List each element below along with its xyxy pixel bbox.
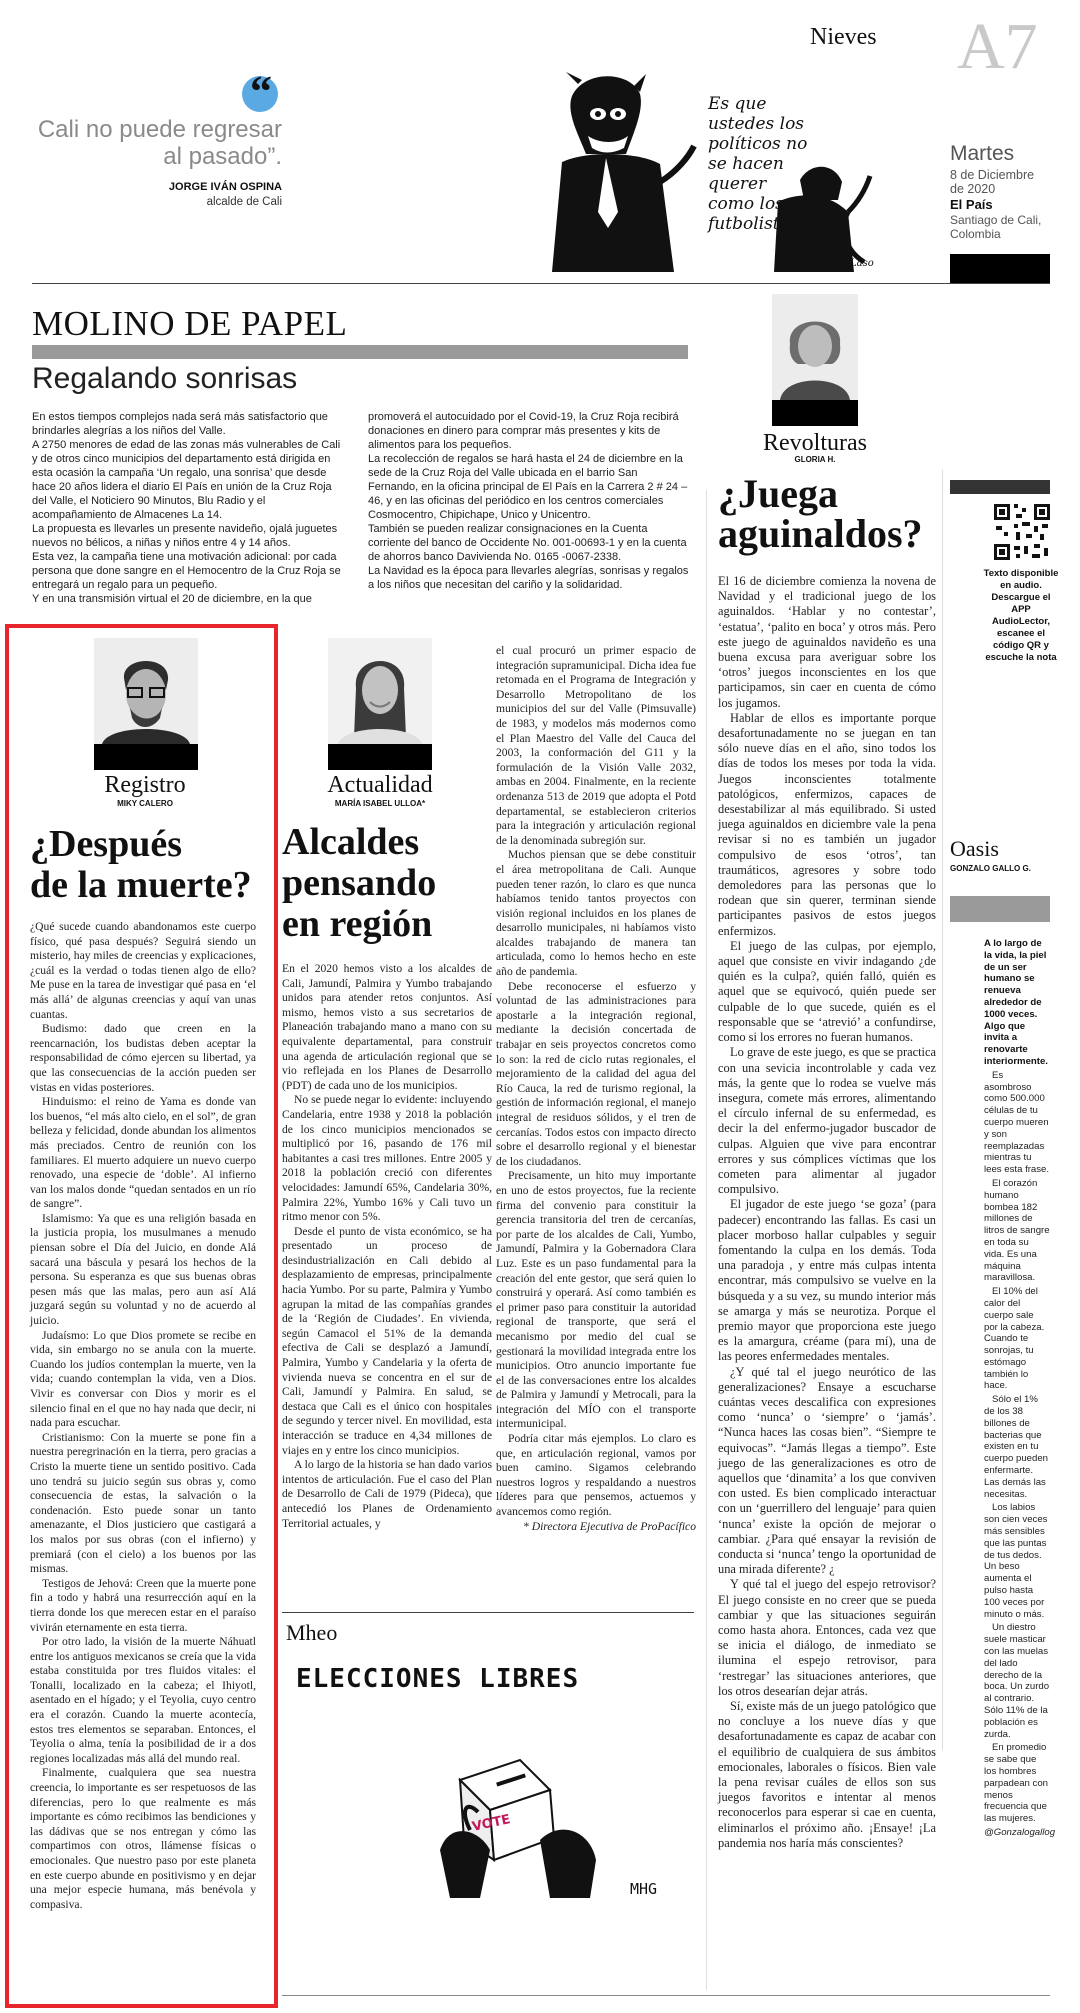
- paragraph: También se pueden realizar consignaciones en la Cuenta corriente del banco de Occidente No. 001-00693-1 y en la cuenta de ahorros banco Davivienda No. 0165 -0067-2338.: [368, 523, 687, 563]
- paragraph: En promedio se sabe que los hombres parpadean con menos frecuencia que las mujeres.: [984, 1742, 1049, 1825]
- paragraph: El juego de las culpas, por ejemplo, aquel que consiste en vivir indagando ¿de quién es la culpa?, quién falló, quién es aquel que se equivocó, quién puede ser culpable de lo que sucede, quién es el responsable que se ‘atrevió’ a confundirse, como si los errores no fueran humanos.: [718, 938, 936, 1045]
- oasis-bar: [950, 896, 1050, 922]
- mheo-box-text: VOTE: [470, 1812, 512, 1835]
- paragraph: Los labios son cien veces más sensibles que las puntas de tus dedos. Un beso aumenta el pulso hasta 100 veces por minuto o más.: [984, 1502, 1048, 1620]
- cartoon-signature: Laso: [850, 258, 874, 269]
- paragraph: En estos tiempos complejos nada será más satisfactorio que brindarles alegrías a los niños del Valle.: [32, 411, 328, 437]
- editorial-title: Regalando sonrisas: [32, 362, 298, 395]
- paragraph: Testigos de Jehová: Creen que la muerte pone fin a todo y habrá una resurrección aquí en la tierra donde los que merecen estar en el paraíso vivirán eternamente en esta tierra.: [30, 1576, 256, 1634]
- paragraph: La propuesta es llevarles un presente navideño, ojalá juguetes nuevos no bélicos, a niñas y niños entre 4 y 14 años.: [32, 523, 338, 549]
- column-name-actualidad: Actualidad: [327, 772, 433, 798]
- paragraph: La Navidad es la época para llevarles alegrías, sonrisas y regalos a los niños que necesitan del cariño y la solidaridad.: [368, 565, 689, 591]
- column-name-revolturas: Revolturas: [763, 430, 867, 456]
- header-black-bar: [950, 254, 1050, 284]
- mheo-drawing: [420, 1720, 640, 1910]
- paragraph: Y en una transmisión virtual el 20 de diciembre, en la que: [32, 593, 312, 605]
- article-body-registro: [30, 920, 256, 1912]
- paragraph: Muchos piensan que se debe constituir el área metropolitana de Cali. Aunque pueden tener razón, lo claro es que nunca habíamos tenido tantos proyectos con visión regional incluidos en los planes de desarrollo municipales, ni habíamos visto alcaldes trabajando de manera tan articulada, como lo hemos hecho en este año de pandemia.: [496, 848, 696, 979]
- mheo-label: Mheo: [286, 1620, 338, 1645]
- paragraph: Sólo el 1% de los 38 billones de bacterias que existen en tu cuerpo pueden enfermarte. Las demás las necesitas.: [984, 1394, 1049, 1500]
- mheo-rule: [282, 1612, 694, 1613]
- paragraph: A lo largo de la historia se han dado varios intentos de articulación. Fue el caso del Plan de Desarrollo de Cali de 1979 (Pideca), que antecedió los Planes de Ordenamiento Territorial actuales, y: [282, 1458, 492, 1530]
- oasis-lead: A lo largo de la vida, la piel de un ser humano se renueva alrededor de 1000 veces. Algo que invita a renovarte interiormente.: [984, 938, 1048, 1067]
- paragraph: Un diestro suele masticar con las muelas del lado derecho de la boca. Un zurdo al contrario. Sólo 11% de la población es zurda.: [984, 1622, 1050, 1740]
- paper-name: El País: [950, 197, 993, 212]
- paragraph: ¿Qué sucede cuando abandonamos este cuerpo físico, qué pasa después? Seguirá siendo un misterio, hay miles de creencias y explicaciones, ¿cuál es la verdad o todas tienen algo de ello? Me puse en la tarea de investigar qué pasa en ‘el más allá’ de algunas creencias y aquí van unas cuantas.: [30, 920, 256, 1021]
- paragraph: Es asombroso como 500.000 células de tu cuerpo mueren y son reemplazadas mientras tu lees esta frase.: [984, 1069, 1050, 1176]
- qr-caption: Texto disponible en audio. Descargue el APP AudioLector, escanee el código QR y escuche la nota: [983, 568, 1059, 663]
- paragraph: Precisamente, un hito muy importante en uno de estos proyectos, fue la reciente firma del convenio para constituir la gerencia transitoria del tren de cercanías, por parte de los alcaldes de Cali, Yumbo, Jamundí, Palmira y la Gobernadora Clara Luz. Este es un paso fundamental para la creación del ente gestor, que será quien lo construirá y operará. Así como también es el primer paso para constituir la autoridad regional de transporte, que será el mecanismo por medio del cual se gestionará la movilidad integrada entre los municipios. Otro anuncio importante fue el de las conversaciones entre los alcaldes de Palmira y Jamundí y Metrocali, para la integración del MÍO con el transporte intermunicipal.: [496, 1169, 696, 1431]
- page-number: A7: [957, 10, 1038, 83]
- column-author-registro: MIKY CALERO: [117, 799, 173, 808]
- column-divider: [942, 470, 943, 1750]
- paragraph: Lo grave de este juego, es que se practica con una sevicia incontrolable y cada vez más, la gente que lo rodea se vuelve más insegura, comete más errores, alimentando el círculo infernal de su enfermedad, es decir la del enfermo-jugador buscador de culpas. Alguien que vive para encontrar errores y sus cómplices víctimas que los cometen para alimentar al jugador compulsivo.: [718, 1045, 936, 1197]
- article-title-revolturas: ¿Juega aguinaldos?: [718, 471, 923, 556]
- cartoon-speech: Es que ustedes los políticos no se hacen querer como los futbolistas.: [708, 94, 808, 234]
- paragraph: Sí, existe más de un juego patológico que no concluye a los nueve días y que desafortunadamente es capaz de acabar con el equilibrio de cualquiera de sus ámbitos emocionales, laborales o físicos. Bien vale la pena revisar cuáles de ellos son sus juegos favoritos e intentar al menos reconocerlos para esperar si cae en cuenta, eliminarlos el próximo año. ¡Ensaye! ¡La pandemia nos haría más conscientes?: [718, 1699, 936, 1850]
- section-label: Nieves: [810, 24, 877, 50]
- quote-author: JORGE IVÁN OSPINA: [168, 181, 282, 193]
- section-title-bar: [32, 345, 688, 359]
- mheo-signature: MHG: [630, 1880, 658, 1898]
- column-divider: [706, 490, 707, 1990]
- paragraph: A 2750 menores de edad de las zonas más vulnerables de Cali y de otros cinco municipios del departamento está dirigida en esta ocasión la campaña ‘Un regalo, una sonrisa’ que desde hace 20 años lidera el diario El País en unión de la Cruz Roja del Valle, el Noticiero 90 Minutos, Blu Radio y el acompañamiento de Almacenes La 14.: [32, 439, 341, 521]
- paragraph: El 16 de diciembre comienza la novena de Navidad y el tradicional juego de los aguinaldos. ‘Hablar y no contestar’, ‘estatua’, ‘palito en boca’ y otros más. Pero este juego de aguinaldos navideño es una buena excusa para averiguar sobre los ‘otros’ juegos inconscientes en los que participamos, sin caer en cuenta de cómo los jugamos.: [718, 574, 936, 710]
- paragraph: Hablar de ellos es importante porque desafortunadamente no se juegan en tan sólo nueve días en el año, sino todos los días de todos los meses por toda la vida. Juegos inconscientes totalmente patológicos, enfermizos, capaces de desestabilizar al más equilibrado. Si usted juega aguinaldos en diciembre vale la pena revisar si no es también un jugador compulsivo de esos ‘otros’, tan traumáticos, agresores y sobre todo demoledores para las personas que lo rodean que sin querer, terminan siende participantes pasivos de estos juegos enfermizos.: [718, 710, 936, 938]
- date-full: 8 de Diciembre de 2020: [950, 168, 1035, 196]
- qr-code[interactable]: [992, 502, 1052, 562]
- paragraph: Cristianismo: Con la muerte se pone fin a nuestra peregrinación en la tierra, pero gracias a Cristo la muerte tiene un sentido positivo. Cada uno tendrá su juicio según sus obras y, como consecuencia de estas, la salvación o la condenación. Esto puede sonar un tanto amenazante, el Dios justiciero que castigará a los malos por sus obras (con el infierno) y premiará (con el cielo) a los buenos por las mismas.: [30, 1430, 256, 1576]
- quote-mark: “: [250, 67, 272, 116]
- footer-rule: [282, 1995, 1050, 1996]
- paragraph: Por otro lado, la visión de la muerte Náhuatl entre los antiguos mexicanos se creía que la vida estaba constituida por tres fluidos vitales: el Tonalli, localizado en la cabeza; el Ihiyotl, asentado en el hígado; y el Teyolia, cuyo centro era el corazón. Cuando la muerte acontecía, estos tres elementos se separaban. Entonces, el Teyolia o alma, tenía la posibilidad de ir a dos regiones localizadas más allá del mundo real.: [30, 1635, 256, 1765]
- editorial-col1: [32, 410, 342, 606]
- column-author-oasis: GONZALO GALLO G.: [950, 864, 1031, 873]
- qr-top-bar: [950, 480, 1050, 494]
- column-name-oasis: Oasis: [950, 836, 999, 861]
- paragraph: Y qué tal el juego del espejo retrovisor? El juego consiste en no creer que se pueda cambiar y que las situaciones seguirán como hasta ahora. Entonces, cada vez que se inicia el diálogo, de inmediato se ilumina el espejo retrovisor, para ‘restregar’ las situaciones anteriores, que los otros desearían dejar atrás.: [718, 1577, 936, 1698]
- paragraph: El 10% del calor del cuerpo sale por la cabeza. Cuando te sonrojas, tu estómago también lo hace.: [984, 1286, 1045, 1392]
- paragraph: El corazón humano bombea 182 millones de litros de sangre en toda su vida. Es una máquina maravillosa.: [984, 1177, 1050, 1284]
- twitter-handle: @Gonzalogallog: [984, 1826, 1056, 1838]
- paragraph: Esta vez, la campaña tiene una motivación adicional: por cada persona que done sangre en el Hemocentro de la Cruz Roja se entregará un regalo para un pequeño.: [32, 551, 341, 591]
- author-photo-bar: [772, 400, 858, 426]
- paragraph: el cual procuró un primer espacio de integración supramunicipal. Dicha idea fue retomada en el Programa de Integración y Desarrollo Metropolitano de los municipios del sur del Valle (Pimsuvalle) de 1983, y modelos más modernos como el Plan Maestro del Valle del Cauca del 2003, la conformación del G11 y la formulación de la Visión Valle 2032, ambas en 2004. Finalmente, en la reciente ordenanza 513 de 2019 que adopta el Potd departamental, se establecieron criterios para la integración y articulación regional de la denominada subregión sur.: [496, 644, 696, 847]
- paragraph: ¿Y qué tal el juego neurótico de las generalizaciones? Ensaye a escucharse cuántas veces descalifica con expresiones como ‘nunca’ o ‘siempre’ o ‘jamás’. “Nunca haces las cosas bien”. “Siempre te equivocas”. “Jamás llegas a tiempo”. Este juego de las generalizaciones es otro de aquellos que ‘dinamita’ a los que conviven con usted. Es bien complicado interactuar con un ‘guerrillero del lenguaje’ para quien ‘nunca’ existe la opción de mejorar o cambiar. ¿Para qué ensayar la revisión de conducta si ‘nunca’ tengo la oportunidad de una mirada diferente? ¿: [718, 1364, 936, 1577]
- paragraph: No se puede negar lo evidente: incluyendo Candelaria, entre 1938 y 2018 la población de los cinco municipios mencionados se multiplicó por 16, pasando de 176 mil habitantes a casi tres millones. Entre 2005 y 2018 la población creció con diferentes velocidades: Jamundí 65%, Candelaria 30%, Palmira 22%, Yumbo 16% y Cali tuvo un ritmo menor con 5%.: [282, 1093, 492, 1224]
- quote-text: Cali no puede regresar al pasado”.: [37, 116, 282, 170]
- paragraph: Podría citar más ejemplos. Lo claro es que, en articulación regional, vamos por buen camino. Sigamos celebrando nuestros logros y respaldando a nuestros líderes para que pensemos, actuemos y avancemos como región.: [496, 1432, 696, 1519]
- footnote: * Directora Ejecutiva de ProPacífico: [523, 1519, 696, 1533]
- mheo-caption: ELECCIONES LIBRES: [296, 1664, 580, 1694]
- paper-city: Santiago de Cali, Colombia: [950, 213, 1042, 241]
- section-title: MOLINO DE PAPEL: [32, 304, 348, 343]
- paragraph: Islamismo: Ya que es una religión basada en la justicia propia, los musulmanes a menudo piensan sobre el Día del Juicio, en donde Alá sacará una báscula y pesará los hechos de la persona. Su esperanza es que sus buenas obras pesen más que las malas, pero aun así Alá juzgará según su voluntad y no de acuerdo al juicio.: [30, 1211, 256, 1328]
- article-title-actualidad: Alcaldes pensando en región: [282, 821, 437, 945]
- paragraph: Finalmente, cualquiera que sea nuestra creencia, lo importante es ser respetuosos de las diferencias, pero lo que realmente es más importante es cómo recibimos las bendiciones y las dádivas que se nos entregan y cómo las compartimos con otros, llámense físicas o emocionales. Que nuestro paso por este planeta en este cuerpo abunde en positivismo y en dejar una mejor especie humana, más benévola y compasiva.: [30, 1766, 256, 1911]
- paragraph: Hinduismo: el reino de Yama es donde van los buenos, “el más alto cielo, en el sol”, de gran belleza y felicidad, donde abundan los alimentos más preciados. Centro de reunión con los familiares. El muerto adquiere un nuevo cuerpo renovado, una especie de ‘doble’. Al infierno van los malos donde “quedan sentados en un río de sangre”.: [30, 1095, 256, 1211]
- author-photo-bar: [328, 744, 432, 770]
- column-author-actualidad: MARÍA ISABEL ULLOA*: [334, 799, 426, 808]
- paragraph: promoverá el autocuidado por el Covid-19, la Cruz Roja recibirá donaciones en dinero para comprar más presentes y kits de alimentos para los pequeños.: [368, 411, 679, 451]
- article-body-actualidad-col2: [496, 644, 696, 1534]
- article-body-actualidad-col1: [282, 962, 492, 1531]
- paragraph: En el 2020 hemos visto a los alcaldes de Cali, Jamundí, Palmira y Yumbo trabajando unidos para atender retos conjuntos. Así mismo, hemos visto a sus secretarios de Planeación trabajando mano a mano con su equivalente departamental, para construir una agenda de articulación regional que se vio reflejada en los Planes de Desarrollo (PDT) de cada uno de los municipios.: [282, 962, 492, 1092]
- paragraph: Budismo: dado que creen en la reencarnación, los budistas deben aceptar la responsabilidad de cómo ejercen su libertad, ya que las consecuencias de la acción pueden ser vistas en vidas posteriores.: [30, 1022, 256, 1094]
- article-body-revolturas: [718, 574, 936, 1851]
- column-author-revolturas: GLORIA H.: [794, 455, 836, 464]
- paragraph: Judaísmo: Lo que Dios promete se recibe en vida, sin embargo no se anula con la muerte. Cuando los judíos contemplan la muerte, ven la vida; cuando contemplan la vida, ven a Dios. Vivir es conversar con Dios y morir es el silencio final en el que no hay nada que decir, ni nada para escuchar.: [30, 1328, 256, 1430]
- paragraph: Desde el punto de vista económico, se ha presentado un proceso de desindustrialización en Cali debido al desplazamiento de empresas, principalmente hacia Yumbo. Por su parte, Palmira y Yumbo agrupan la mitad de las compañías grandes de la ‘Región de Ciudades’. En vivienda, según Camacol el 51% de la demanda efectiva de Cali se desplazó a Jamundí, Palmira, Yumbo y Candelaria y la oferta de vivienda nueva se concentra en el sur de Cali, Jamundí y Palmira. En salud, se destaca que Cali es el único con hospitales de segundo y tercer nivel. En movilidad, esta interacción se traduce en 4,34 millones de viajes en y entre los cinco municipios.: [282, 1224, 492, 1457]
- oasis-text: [984, 938, 1056, 1839]
- editorial-col2: [368, 410, 690, 592]
- paragraph: Debe reconocerse el esfuerzo y voluntad de las administraciones para apostarle a la integración regional, mediante la decisión concertada de trabajar en seis proyectos concretos como lo son: la red de ciclo rutas regionales, el mejoramiento de la calidad del agua del Río Cauca, la red de turismo regional, la gestión de información regional, el manejo integral de residuos sólidos, y el tren de cercanías. Todos estos con impacto directo sobre el desarrollo regional y el bienestar de los ciudadanos.: [496, 979, 696, 1168]
- header-rule: [32, 283, 1050, 284]
- quote-role: alcalde de Cali: [206, 196, 282, 208]
- column-name-registro: Registro: [104, 772, 186, 798]
- date-day: Martes: [950, 142, 1015, 165]
- article-title-registro: ¿Después de la muerte?: [30, 823, 252, 906]
- author-photo-bar: [94, 744, 198, 770]
- paragraph: La recolección de regalos se hará hasta el 24 de diciembre en la sede de la Cruz Roja del Valle ubicada en el barrio San Fernando, en la oficina principal de El País en la Carrera 2 # 24 – 46, y en las oficinas del periódico en los centros comerciales Cosmocentro, Chipichape, Unico y Unicentro.: [368, 453, 688, 521]
- paragraph: El jugador de este juego ‘se goza’ (para padecer) encontrando las fallas. Es casi un placer morboso hallar culpables y seguir fomentando la culpa en los demás. Toda una paradoja , y entre más culpas intenta encontrar, más compulsivo se vuelve en la búsqueda y a su vez, su mundo interior más se amarga y más se neurotiza. Porque el premio mayor que proporciona este juego es la amargura, créame (para mí), una de las peores enfermedades mentales.: [718, 1197, 936, 1364]
